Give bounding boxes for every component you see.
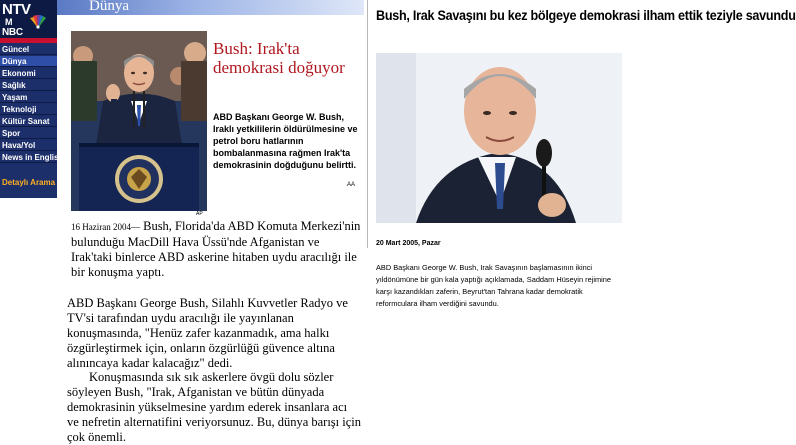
logo-text-ntv: NTV [2,1,31,18]
headline-left[interactable]: Bush: Irak'ta demokrasi doğuyor [213,39,345,77]
section-title: Dünya [89,0,129,14]
headline-right[interactable]: Bush, Irak Savaşını bu kez bölgeye demokrasi ilham ettik teziyle savundu [376,7,796,23]
ntv-msnbc-logo[interactable] [0,0,57,43]
peacock-icon [28,15,48,29]
logo-text-m: M [5,17,13,27]
nav-item-dunya[interactable]: Dünya [0,56,57,67]
nav-item-news-in-english[interactable]: News in English [2,153,64,162]
photo-credit: AP [196,211,203,217]
nav-item-hava-yol[interactable]: Hava/Yol [0,140,57,151]
nav-item-kultur-sanat[interactable]: Kültür Sanat [0,116,57,127]
bush-microphone-photo [376,53,622,223]
article-paragraph-3: Konuşmasında sık sık askerlere övgü dolu sözler söyleyen Bush, "Irak, Afganistan ve bütün dünyada demokrasinin yükselmesine yardım ederek insanlara acı ve nefretin alternatifini veriyorsunuz. Bu, dünya barışı için çok önemli. [67,370,362,444]
bush-podium-photo [71,31,207,211]
article-dateline: 16 Haziran 2004— [71,222,140,232]
nav-item-ekonomi[interactable]: Ekonomi [0,68,57,79]
column-divider [367,0,368,248]
nav-item-spor[interactable]: Spor [0,128,57,139]
article-paragraph-2: ABD Başkanı George Bush, Silahlı Kuvvetler Radyo ve TV'si tarafından uydu aracılığı ile yayınlanan konuşmasında, "Henüz zafer kazanmadık, ama halkı özgürleştirmek için, onların özgürlüğü güvence altına alınıncaya kadar kalacağız" dedi. [67,296,348,370]
caption-right: ABD Başkanı George W. Bush, Irak Savaşının başlamasının ikinci yıldönümüne bir gün kala yaptığı açıklamada, Saddam Hüseyin rejimine karşı kazandıkları zaferin, Beyrut'tan Tahrana kadar demokratik reformculara ilham verdiğini savundu. [376,263,611,308]
nav-item-saglik[interactable]: Sağlık [0,80,57,91]
article-paragraph-1 [71,219,361,280]
sidebar-nav [0,0,64,198]
logo-text-nbc: NBC [2,27,23,38]
nav-item-teknoloji[interactable]: Teknoloji [0,104,57,115]
nav-item-guncel[interactable]: Güncel [0,44,57,55]
article-date-right: 20 Mart 2005, Pazar [376,240,441,247]
summary-left: ABD Başkanı George W. Bush, Iraklı yetkililerin öldürülmesine ve petrol boru hatlarının bombalanmasına rağmen Irak'ta demokrasinin doğduğunu belirtti. [213,112,358,170]
detailed-search-link[interactable]: Detaylı Arama [2,178,56,187]
logo-accent-bar [0,38,57,43]
source-credit: AA [347,182,356,188]
section-header-bar [57,0,364,15]
nav-item-yasam[interactable]: Yaşam [0,92,57,103]
article-paragraph-1-text: Bush, Florida'da ABD Komuta Merkezi'nin bulunduğu MacDill Hava Üssü'nde Afganistan ve Irak'taki binlerce ABD askerine hitaben uydu aracılığı ile bir konuşma yaptı. [71,219,361,279]
